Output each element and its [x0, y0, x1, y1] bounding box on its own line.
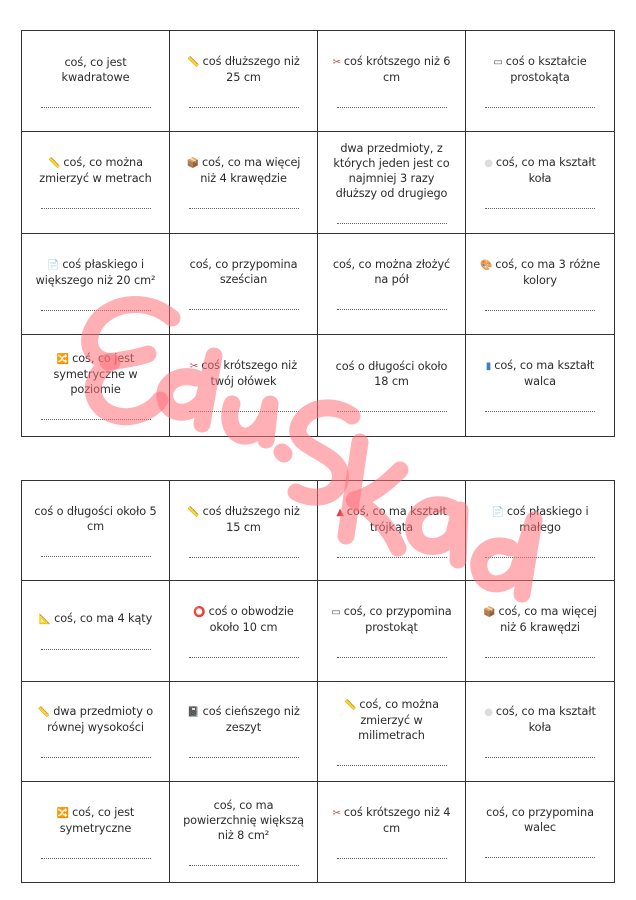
answer-line[interactable]: [337, 223, 447, 224]
bingo-card: [170, 31, 318, 132]
answer-line[interactable]: [189, 757, 299, 758]
answer-line[interactable]: [485, 310, 595, 311]
bingo-card: [22, 234, 170, 335]
bingo-card: [318, 132, 466, 233]
answer-line[interactable]: [337, 657, 447, 658]
card-text: coś, co ma kształt trójkąta: [346, 504, 447, 534]
card-text: coś płaskiego i większego niż 20 cm²: [35, 257, 156, 287]
box-icon: 📦: [186, 158, 199, 170]
card-text: coś, co ma powierzchnię większą niż 8 cm²: [183, 798, 304, 842]
card-text: coś, co ma więcej niż 4 krawędzie: [200, 156, 301, 186]
card-text: coś, co można zmierzyć w metrach: [39, 156, 152, 186]
card-prompt: [476, 504, 604, 535]
card-prompt: [476, 604, 604, 635]
bingo-card: [466, 481, 614, 581]
card-text: coś dłuższego niż 15 cm: [202, 504, 300, 534]
card-prompt: [476, 155, 604, 186]
card-prompt: [180, 504, 307, 535]
card-text: coś, co ma więcej niż 6 krawędzi: [498, 604, 597, 634]
card-prompt: [328, 359, 455, 389]
shuffle-icon: 🔀: [56, 807, 70, 819]
answer-line[interactable]: [41, 757, 151, 758]
card-text: coś krótszego niż 4 cm: [343, 805, 451, 835]
answer-line[interactable]: [41, 107, 151, 108]
card-prompt: [476, 54, 604, 85]
answer-line[interactable]: [189, 208, 299, 209]
bingo-card: [466, 782, 614, 882]
bingo-card: [170, 581, 318, 681]
answer-line[interactable]: [41, 649, 151, 650]
card-prompt: [39, 611, 152, 627]
page-icon: 📄: [491, 506, 504, 518]
card-text: coś, co można złożyć na pół: [332, 258, 451, 287]
card-text: coś, co ma 3 różne kolory: [495, 257, 601, 287]
answer-line[interactable]: [337, 411, 447, 412]
card-text: dwa przedmioty o równej wysokości: [47, 705, 154, 735]
bingo-card: [170, 234, 318, 335]
scissors-icon: ✂: [332, 807, 341, 819]
card-text: coś, co jest symetryczne w poziomie: [53, 351, 138, 396]
card-text: coś, co ma 4 kąty: [54, 612, 153, 626]
palette-icon: 🎨: [479, 259, 493, 271]
card-prompt: [328, 697, 455, 743]
card-prompt: [328, 504, 455, 535]
scissors-icon: ✂: [189, 361, 199, 373]
card-prompt: [32, 351, 159, 397]
card-prompt: [328, 257, 455, 287]
bingo-card: [466, 31, 614, 132]
circle-icon: ●: [484, 158, 493, 170]
rectangle-icon: ▭: [331, 606, 341, 618]
bingo-card: [22, 581, 170, 681]
answer-line[interactable]: [485, 557, 595, 558]
bingo-card: [318, 234, 466, 335]
hollow-circle-icon: ⭕: [193, 606, 206, 618]
answer-line[interactable]: [485, 857, 595, 858]
card-text: coś, co ma kształt koła: [495, 705, 596, 735]
bingo-card: [170, 682, 318, 782]
card-prompt: [32, 704, 159, 735]
bingo-card: [318, 581, 466, 681]
page-icon: 📄: [46, 259, 60, 271]
box-icon: 📦: [483, 606, 496, 618]
bingo-card: [22, 335, 170, 436]
card-prompt: [180, 257, 307, 287]
answer-line[interactable]: [485, 411, 595, 412]
bingo-card: [170, 132, 318, 233]
answer-line[interactable]: [41, 556, 151, 557]
cylinder-icon: ▮: [485, 361, 492, 373]
circle-icon: ●: [484, 707, 493, 719]
answer-line[interactable]: [485, 208, 595, 209]
bingo-card: [466, 682, 614, 782]
card-prompt: [328, 805, 455, 836]
bingo-card: [318, 782, 466, 882]
bingo-card: [466, 234, 614, 335]
card-text: coś, co jest kwadratowe: [61, 55, 130, 84]
triangle-ruler-icon: 📐: [38, 614, 52, 626]
ruler-icon: 📏: [187, 506, 200, 518]
card-text: coś o obwodzie około 10 cm: [208, 604, 294, 634]
bingo-card: [318, 682, 466, 782]
answer-line[interactable]: [337, 765, 447, 766]
card-text: coś krótszego niż twój ołówek: [201, 359, 298, 389]
bingo-card: [318, 335, 466, 436]
ruler-icon: 📏: [344, 699, 357, 711]
bingo-card: [22, 481, 170, 581]
card-text: coś, co przypomina prostokąt: [343, 604, 452, 634]
card-prompt: [180, 704, 307, 735]
ruler-icon: 📏: [187, 57, 200, 69]
answer-line[interactable]: [41, 858, 151, 859]
bingo-card: [318, 481, 466, 581]
answer-line[interactable]: [41, 208, 151, 209]
card-prompt: [32, 55, 159, 85]
card-prompt: [328, 141, 455, 201]
bingo-card: [22, 132, 170, 233]
card-prompt: [180, 358, 307, 389]
ruler-icon: 📏: [48, 158, 61, 170]
card-text: coś o długości około 5 cm: [34, 505, 157, 534]
bingo-card-grid-2: [21, 480, 615, 883]
rectangle-icon: ▭: [493, 57, 503, 69]
answer-line[interactable]: [41, 419, 151, 420]
card-prompt: [476, 358, 604, 389]
card-text: coś płaskiego i małego: [506, 504, 589, 534]
bingo-card: [22, 31, 170, 132]
bingo-card: [466, 132, 614, 233]
answer-line[interactable]: [41, 310, 151, 311]
answer-line[interactable]: [189, 107, 299, 108]
bingo-card: [22, 682, 170, 782]
bingo-card: [170, 335, 318, 436]
triangle-icon: ▲: [336, 506, 344, 518]
card-text: coś, co można zmierzyć w milimetrach: [358, 697, 439, 742]
bingo-card: [318, 31, 466, 132]
answer-line[interactable]: [189, 865, 299, 866]
card-prompt: [32, 257, 159, 288]
card-text: coś, co przypomina sześcian: [189, 258, 298, 287]
card-prompt: [328, 604, 455, 635]
answer-line[interactable]: [337, 858, 447, 859]
scissors-icon: ✂: [332, 57, 341, 69]
card-prompt: [476, 257, 604, 288]
card-text: coś o kształcie prostokąta: [505, 55, 587, 85]
answer-line[interactable]: [189, 557, 299, 558]
card-text: coś cieńszego niż zeszyt: [202, 705, 300, 735]
ruler-icon: 📏: [37, 707, 51, 719]
bingo-card-grid-1: [21, 30, 615, 437]
card-prompt: [180, 798, 307, 843]
answer-line[interactable]: [485, 757, 595, 758]
answer-line[interactable]: [189, 411, 299, 412]
card-prompt: [180, 604, 307, 635]
answer-line[interactable]: [337, 309, 447, 310]
card-text: coś, co jest symetryczne: [59, 805, 135, 835]
card-prompt: [180, 54, 307, 85]
bingo-card: [22, 782, 170, 882]
card-text: dwa przedmioty, z których jeden jest co najmniej 3 razy dłuższy od drugiego: [333, 141, 450, 200]
bingo-card: [466, 581, 614, 681]
answer-line[interactable]: [337, 107, 447, 108]
answer-line[interactable]: [337, 557, 447, 558]
answer-line[interactable]: [485, 107, 595, 108]
notebook-icon: 📓: [187, 707, 200, 719]
card-prompt: [32, 805, 159, 836]
card-prompt: [476, 704, 604, 735]
answer-line[interactable]: [485, 657, 595, 658]
card-text: coś, co przypomina walec: [486, 806, 594, 835]
bingo-card: [170, 782, 318, 882]
card-prompt: [476, 805, 604, 835]
bingo-card: [466, 335, 614, 436]
shuffle-icon: 🔀: [56, 353, 70, 365]
card-text: coś, co ma kształt walca: [494, 359, 595, 389]
answer-line[interactable]: [189, 657, 299, 658]
answer-line[interactable]: [189, 309, 299, 310]
card-text: coś krótszego niż 6 cm: [343, 55, 451, 85]
bingo-card: [170, 481, 318, 581]
card-prompt: [180, 155, 307, 186]
card-prompt: [32, 504, 159, 534]
card-prompt: [328, 54, 455, 85]
card-prompt: [32, 155, 159, 186]
card-text: coś dłuższego niż 25 cm: [202, 55, 300, 85]
card-text: coś, co ma kształt koła: [495, 156, 596, 186]
card-text: coś o długości około 18 cm: [335, 359, 448, 388]
